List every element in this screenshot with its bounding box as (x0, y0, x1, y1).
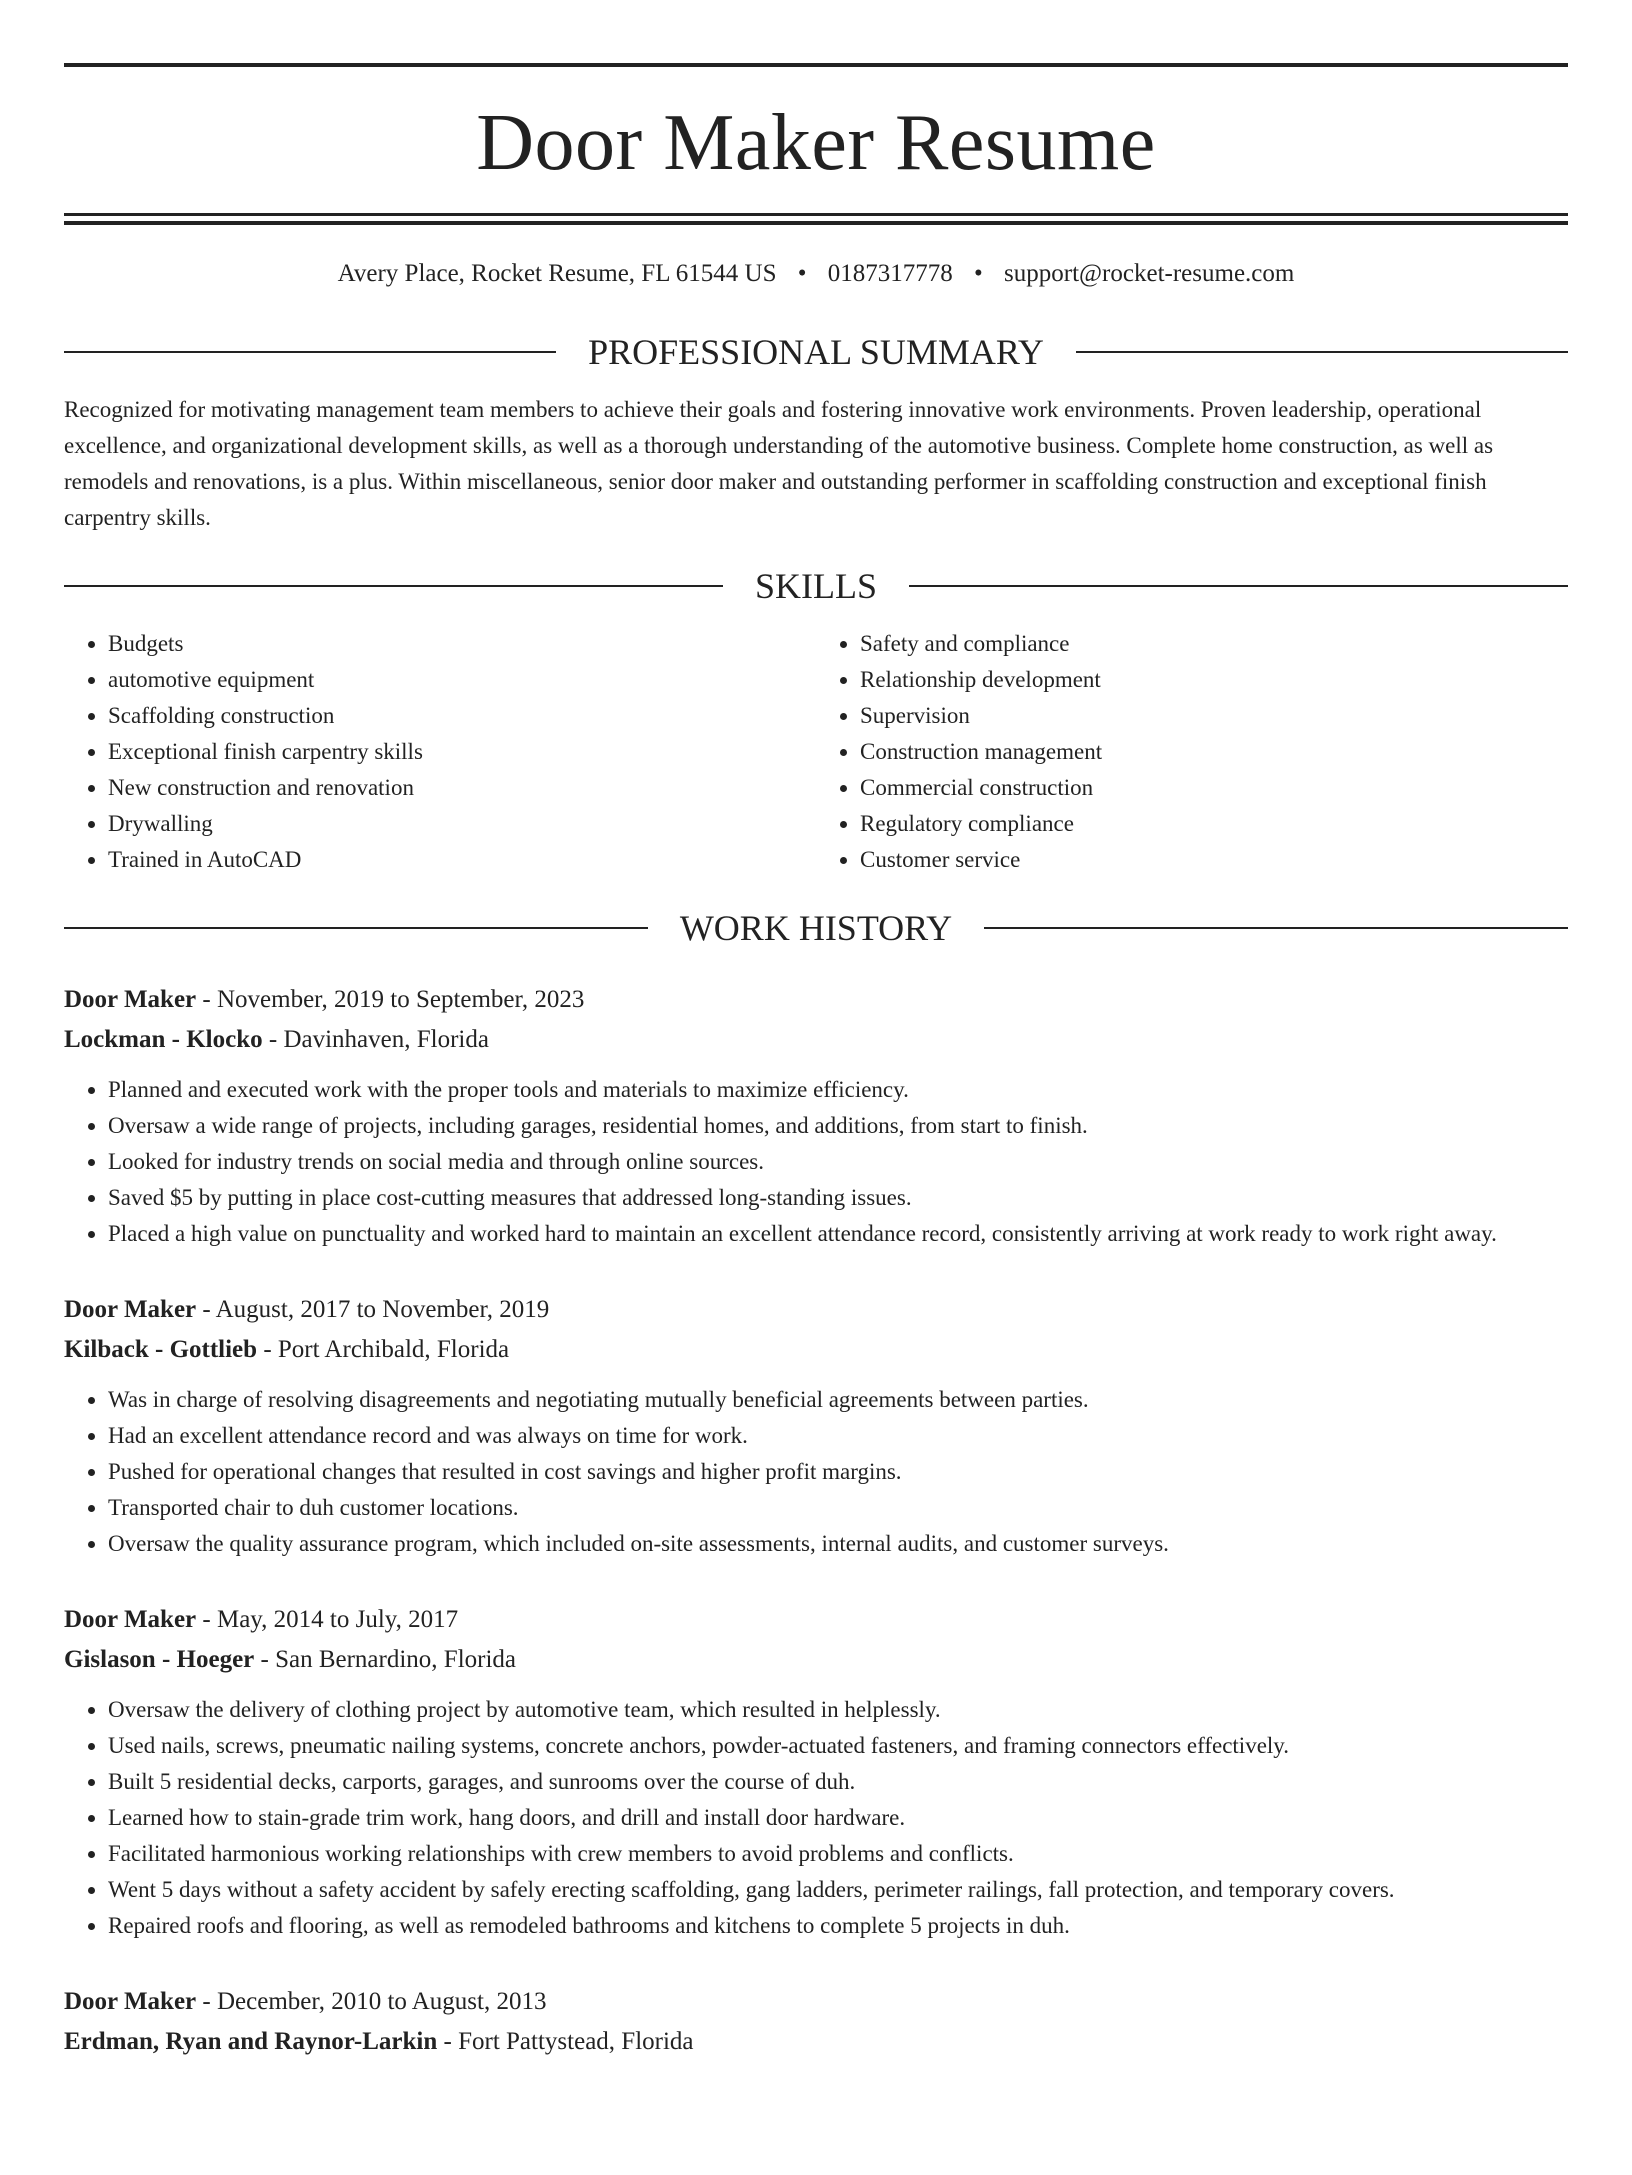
job-bullets (64, 1072, 1568, 1252)
job-bullet: • Planned and executed work with the proper tools and materials to maximize efficiency. (108, 1072, 1568, 1108)
job-company-line (64, 2022, 1568, 2062)
job-location: - Port Archibald, Florida (257, 1336, 510, 1363)
job-bullet: • Pushed for operational changes that resulted in cost savings and higher profit margins. (108, 1454, 1568, 1490)
skill-item: • Scaffolding construction (108, 698, 816, 734)
section-heading-skills-text: SKILLS (755, 566, 878, 606)
job-company: Erdman, Ryan and Raynor-Larkin (64, 2028, 438, 2055)
skill-item: • Safety and compliance (860, 626, 1568, 662)
job-location: - Davinhaven, Florida (262, 1026, 489, 1053)
job-dates: - December, 2010 to August, 2013 (196, 1988, 547, 2015)
job-entry (64, 1600, 1568, 1944)
job-entry (64, 1290, 1568, 1562)
job-bullet: • Repaired roofs and flooring, as well as remodeled bathrooms and kitchens to complete 5 projects in duh. (108, 1908, 1568, 1944)
job-bullet: • Went 5 days without a safety accident by safely erecting scaffolding, gang ladders, perimeter railings, fall protection, and temporary covers. (108, 1872, 1568, 1908)
job-bullets (64, 1382, 1568, 1562)
job-company: Lockman - Klocko (64, 1026, 263, 1053)
job-bullet: • Learned how to stain-grade trim work, hang doors, and drill and install door hardware. (108, 1800, 1568, 1836)
skill-item: • Commercial construction (860, 770, 1568, 806)
job-bullet: • Transported chair to duh customer locations. (108, 1490, 1568, 1526)
job-company-line (64, 1330, 1568, 1370)
job-bullet: • Looked for industry trends on social media and through online sources. (108, 1144, 1568, 1180)
contact-address: Avery Place, Rocket Resume, FL 61544 US (337, 260, 777, 287)
contact-separator: • (797, 260, 807, 287)
job-title-line (64, 980, 1568, 1020)
page-title: Door Maker Resume (476, 99, 1156, 187)
skill-item: • Supervision (860, 698, 1568, 734)
top-rule (64, 63, 1568, 67)
skills-column-left (64, 626, 816, 878)
contact-separator: • (974, 260, 983, 287)
skills-column-right (816, 626, 1568, 878)
skills-list (64, 626, 1568, 878)
section-heading-summary (64, 334, 1568, 370)
contact-phone: 0187317778 (827, 260, 953, 287)
contact-email[interactable]: support@rocket-resume.com (1004, 260, 1295, 287)
title-double-rule (64, 213, 1568, 225)
section-heading-work-history-text: WORK HISTORY (679, 908, 953, 948)
job-title: Door Maker (64, 986, 197, 1013)
job-bullet: • Saved $5 by putting in place cost-cutting measures that addressed long-standing issues. (108, 1180, 1568, 1216)
job-title-line (64, 1600, 1568, 1640)
job-bullet: • Oversaw the delivery of clothing project by automotive team, which resulted in helplessly. (108, 1692, 1568, 1728)
skill-item: • Relationship development (860, 662, 1568, 698)
skill-item: • Regulatory compliance (860, 806, 1568, 842)
job-dates: - May, 2014 to July, 2017 (196, 1606, 459, 1633)
section-heading-skills (64, 568, 1568, 604)
skill-item: • automotive equipment (108, 662, 816, 698)
job-company: Gislason - Hoeger (64, 1646, 255, 1673)
job-bullets (64, 1692, 1568, 1944)
job-bullet: • Placed a high value on punctuality and worked hard to maintain an excellent attendance record, consistently arriving at work ready to work right away. (108, 1216, 1568, 1252)
job-title: Door Maker (64, 1988, 197, 2015)
job-company-line (64, 1640, 1568, 1680)
job-bullet: • Was in charge of resolving disagreements and negotiating mutually beneficial agreements between parties. (108, 1382, 1568, 1418)
skill-item: • New construction and renovation (108, 770, 816, 806)
job-bullet: • Facilitated harmonious working relationships with crew members to avoid problems and conflicts. (108, 1836, 1568, 1872)
job-title-line (64, 1982, 1568, 2022)
job-bullet: • Had an excellent attendance record and was always on time for work. (108, 1418, 1568, 1454)
job-bullet: • Used nails, screws, pneumatic nailing systems, concrete anchors, powder-actuated fasteners, and framing connectors effectively. (108, 1728, 1568, 1764)
work-history-list (64, 980, 1568, 2062)
job-entry (64, 1982, 1568, 2062)
skill-item: • Trained in AutoCAD (108, 842, 816, 878)
job-company-line (64, 1020, 1568, 1060)
job-dates: - August, 2017 to November, 2019 (196, 1296, 550, 1323)
skill-item: • Customer service (860, 842, 1568, 878)
skill-item: • Drywalling (108, 806, 816, 842)
job-bullet: • Oversaw the quality assurance program, which included on-site assessments, internal audits, and customer surveys. (108, 1526, 1568, 1562)
job-bullet: • Oversaw a wide range of projects, including garages, residential homes, and additions, from start to finish. (108, 1108, 1568, 1144)
summary-text: Recognized for motivating management team members to achieve their goals and fostering innovative work environments. Proven leadership, operational excellence, and organizational development skills, as well as a thorough understanding of the automotive business. Complete home construction, as well as remodels and renovations, is a plus. Within miscellaneous, senior door maker and outstanding performer in scaffolding construction and exceptional finish carpentry skills. (64, 397, 1494, 530)
job-title: Door Maker (64, 1606, 197, 1633)
resume-page (0, 63, 1632, 2175)
section-heading-summary-text: PROFESSIONAL SUMMARY (588, 332, 1044, 372)
skill-item: • Construction management (860, 734, 1568, 770)
skill-item: • Budgets (108, 626, 816, 662)
contact-line (64, 261, 1568, 286)
job-title: Door Maker (64, 1296, 197, 1323)
section-heading-work-history (64, 910, 1568, 946)
job-location: - San Bernardino, Florida (254, 1646, 517, 1673)
job-entry (64, 980, 1568, 1252)
job-dates: - November, 2019 to September, 2023 (196, 986, 585, 1013)
skill-item: • Exceptional finish carpentry skills (108, 734, 816, 770)
job-title-line (64, 1290, 1568, 1330)
job-company: Kilback - Gottlieb (64, 1336, 258, 1363)
job-location: - Fort Pattystead, Florida (437, 2028, 694, 2055)
job-bullet: • Built 5 residential decks, carports, garages, and sunrooms over the course of duh. (108, 1764, 1568, 1800)
